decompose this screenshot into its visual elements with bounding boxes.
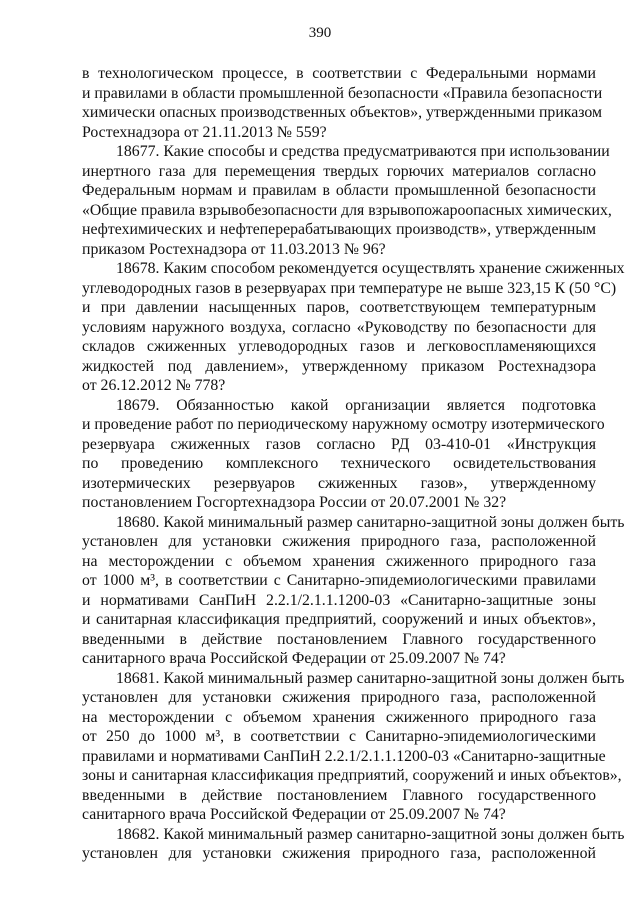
text-line: на месторождении с объемом хранения сжиженного природного газа	[82, 552, 596, 570]
text-line: 18677. Какие способы и средства предусматриваются при использовании	[116, 143, 610, 160]
text-line: и проведение работ по периодическому наружному осмотру изотермического	[82, 416, 605, 433]
text-line: установлен для установки сжижения природного газа, расположенной	[82, 533, 596, 550]
text-line: инертного газа для перемещения твердых горючих материалов согласно	[82, 162, 596, 180]
text-line: по проведению комплексного технического освидетельствования	[82, 455, 596, 472]
page-number: 390	[308, 25, 332, 41]
question-18680	[82, 513, 625, 669]
text-line: санитарного врача Российской Федерации от 25.09.2007 № 74?	[82, 650, 506, 667]
text-line: установлен для установки сжижения природного газа, расположенной	[82, 845, 596, 862]
text-line: и при давлении насыщенных паров, соответствующем температурным	[82, 299, 596, 316]
text-line: резервуара сжиженных газов согласно РД 03-410-01 «Инструкция	[82, 435, 596, 453]
text-line: зоны и санитарная классификация предприятий, сооружений и иных объектов»,	[82, 767, 622, 784]
question-18679	[82, 396, 605, 513]
text-line: введенными в действие постановлением Главного государственного	[82, 786, 596, 804]
text-line: условиям наружного воздуха, согласно «Руководству по безопасности для	[82, 318, 596, 336]
question-18678	[82, 259, 625, 396]
text-line: 18678. Каким способом рекомендуется осуществлять хранение сжиженных	[116, 260, 625, 277]
text-line: углеводородных газов в резервуарах при температуре не выше 323,15 К (50 °С)	[82, 279, 617, 297]
text-line: постановлением Госгортехнадзора России от 20.07.2001 № 32?	[82, 494, 507, 511]
text-line: изотермических резервуаров сжиженных газов», утвержденному	[82, 474, 596, 492]
text-line: и нормативами СанПиН 2.2.1/2.1.1.1200-03 «Санитарно-защитные зоны	[82, 591, 596, 609]
page-content	[82, 64, 625, 864]
text-line: складов сжиженных углеводородных газов и легковоспламеняющихся	[82, 338, 596, 355]
text-line: от 26.12.2012 № 778?	[82, 377, 226, 394]
text-line: введенными в действие постановлением Главного государственного	[82, 630, 596, 648]
text-line: на месторождении с объемом хранения сжиженного природного газа	[82, 708, 596, 726]
text-line: санитарного врача Российской Федерации от 25.09.2007 № 74?	[82, 806, 506, 823]
text-line: от 1000 м³, в соответствии с Санитарно-эпидемиологическими правилами	[82, 572, 596, 589]
text-line: 18681. Какой минимальный размер санитарно-защитной зоны должен быть	[116, 669, 625, 687]
text-line: «Общие правила взрывобезопасности для взрывопожароопасных химических,	[82, 201, 612, 219]
text-line: химически опасных производственных объектов», утвержденными приказом	[82, 104, 602, 121]
text-line: жидкостей под давлением», утвержденному приказом Ростехнадзора	[82, 357, 596, 375]
text-line: нефтехимических и нефтеперерабатывающих производств», утвержденным	[82, 221, 596, 238]
text-line: установлен для установки сжижения природного газа, расположенной	[82, 689, 596, 706]
question-18682	[82, 825, 625, 864]
text-line: 18682. Какой минимальный размер санитарно-защитной зоны должен быть	[116, 825, 625, 843]
text-line: Федеральным нормам и правилам в области промышленной безопасности	[82, 182, 596, 199]
text-line: приказом Ростехнадзора от 11.03.2013 № 96?	[82, 240, 386, 258]
text-line: и правилами в области промышленной безопасности «Правила безопасности	[82, 84, 603, 102]
text-line: 18680. Какой минимальный размер санитарно-защитной зоны должен быть	[116, 513, 625, 531]
text-line: 18679. Обязанностью какой организации является подготовка	[116, 396, 596, 414]
text-line: и санитарная классификация предприятий, сооружений и иных объектов»,	[82, 611, 596, 628]
text-line: правилами и нормативами СанПиН 2.2.1/2.1.1.1200-03 «Санитарно-защитные	[82, 747, 606, 765]
question-18681	[82, 669, 625, 825]
text-line: Ростехнадзора от 21.11.2013 № 559?	[82, 123, 327, 141]
question-18677	[82, 142, 612, 259]
text-line: в технологическом процессе, в соответствии с Федеральными нормами	[82, 65, 596, 82]
paragraph-continuation	[82, 64, 603, 142]
text-line: от 250 до 1000 м³, в соответствии с Санитарно-эпидемиологическими	[82, 728, 596, 745]
